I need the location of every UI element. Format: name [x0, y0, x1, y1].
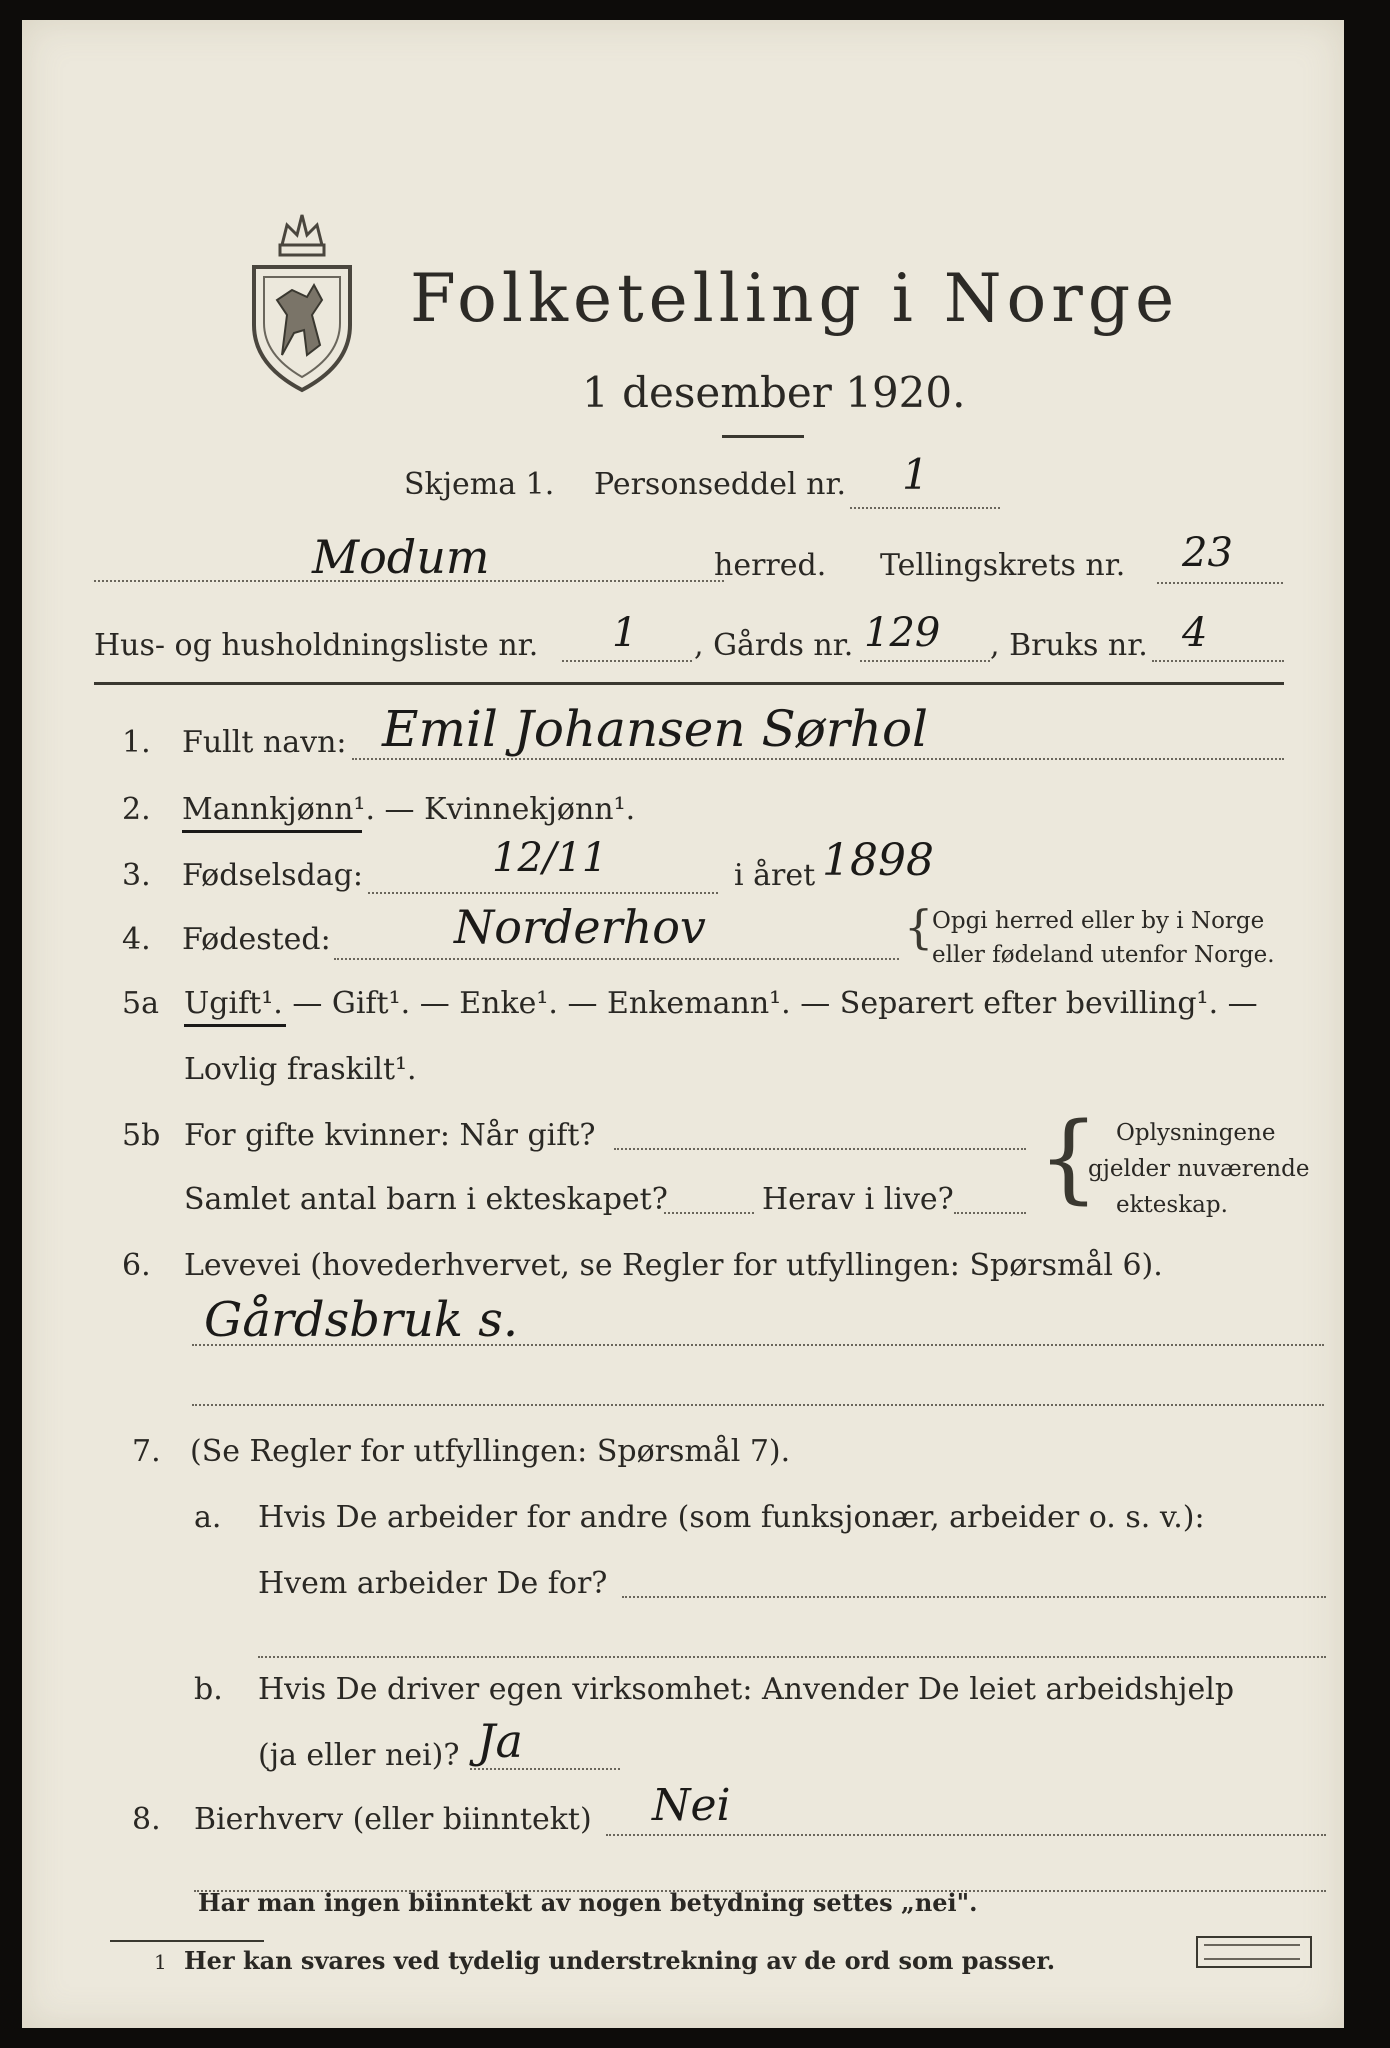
hired-help-value: Ja: [477, 1714, 523, 1768]
gards-label: , Gårds nr.: [694, 628, 854, 663]
tellingskrets-value: 23: [1182, 530, 1233, 576]
q5b-alive-line: [954, 1212, 1026, 1214]
bruks-value: 4: [1182, 610, 1208, 656]
personseddel-label: Personseddel nr.: [594, 467, 847, 502]
q8-line: [606, 1834, 1326, 1836]
personseddel-value: 1: [902, 450, 929, 499]
hus-label: Hus- og husholdningsliste nr.: [94, 628, 539, 663]
q7a-employer-line2: [258, 1656, 1326, 1658]
coat-of-arms-icon: [242, 205, 362, 395]
q5b-brace: {: [1038, 1102, 1100, 1214]
q6-line2: [192, 1404, 1324, 1406]
q7b-line1: Hvis De driver egen virksomhet: Anvender De leiet arbeidshjelp: [258, 1672, 1235, 1707]
q5a-number: 5a: [122, 986, 159, 1021]
footnote-mark: 1: [154, 1950, 167, 1974]
tellingskrets-line: [1157, 582, 1283, 584]
form-title: Folketelling i Norge: [410, 260, 1180, 337]
q8-number: 8.: [132, 1802, 161, 1837]
q3-date-line: [368, 892, 718, 894]
tellingskrets-label: Tellingskrets nr.: [880, 548, 1126, 583]
gards-line: [860, 660, 990, 662]
birthplace-value: Norderhov: [454, 900, 706, 954]
q3-label: Fødselsdag:: [182, 858, 363, 893]
full-name-value: Emil Johansen Sørhol: [382, 700, 929, 758]
side-income-value: Nei: [652, 1780, 731, 1831]
q7-label: (Se Regler for utfyllingen: Spørsmål 7).: [190, 1434, 791, 1469]
q7-number: 7.: [132, 1434, 161, 1469]
mannkjonn-underline: [182, 830, 362, 833]
q2-number: 2.: [122, 792, 151, 827]
q7b-answer-line: [470, 1768, 620, 1770]
q7a-line2: Hvem arbeider De for?: [258, 1566, 608, 1601]
q5a-line1: Ugift¹. — Gift¹. — Enke¹. — Enkemann¹. — Separert efter bevilling¹. —: [184, 986, 1258, 1021]
q5b-line2b: Herav i live?: [762, 1182, 954, 1217]
q3-year-label: i året: [734, 858, 816, 893]
q5b-note-line1: Oplysningene: [1116, 1120, 1276, 1146]
bruks-line: [1152, 660, 1284, 662]
q7b-line2: (ja eller nei)?: [258, 1738, 460, 1773]
q7a-letter: a.: [194, 1500, 222, 1535]
footnote-rule: [110, 1940, 264, 1942]
personseddel-line: [850, 507, 1000, 509]
q5b-note-line2: gjelder nuværende: [1088, 1156, 1310, 1182]
hus-line: [562, 660, 692, 662]
biinntekt-note: Har man ingen biinntekt av nogen betydning settes „nei".: [198, 1888, 978, 1917]
q5b-married-line: [614, 1148, 1026, 1150]
bruks-label: , Bruks nr.: [990, 628, 1148, 663]
title-divider: [722, 435, 804, 438]
q1-line: [352, 758, 1284, 760]
q6-label: Levevei (hovederhvervet, se Regler for utfyllingen: Spørsmål 6).: [184, 1248, 1163, 1283]
q7b-letter: b.: [194, 1672, 223, 1707]
q3-number: 3.: [122, 858, 151, 893]
herred-value: Modum: [312, 530, 490, 584]
q4-number: 4.: [122, 922, 151, 957]
skjema-label: Skjema 1.: [404, 467, 555, 502]
birthyear-value: 1898: [822, 835, 934, 886]
q5b-children-line: [664, 1212, 754, 1214]
herred-label: herred.: [714, 548, 827, 583]
hus-value: 1: [612, 610, 638, 656]
q5b-line2a: Samlet antal barn i ekteskapet?: [184, 1182, 668, 1217]
q5b-number: 5b: [122, 1118, 161, 1153]
q5b-note-line3: ekteskap.: [1116, 1192, 1228, 1218]
printer-stamp: [1196, 1936, 1312, 1968]
census-form-page: [22, 20, 1344, 2028]
q1-number: 1.: [122, 725, 151, 760]
occupation-value: Gårdsbruk s.: [204, 1292, 519, 1348]
census-date: 1 desember 1920.: [582, 368, 966, 417]
ugift-underline: [184, 1024, 286, 1027]
q4-note-line1: Opgi herred eller by i Norge: [932, 908, 1265, 934]
footnote-text: Her kan svares ved tydelig understrekning av de ord som passer.: [184, 1946, 1056, 1975]
q7a-line1: Hvis De arbeider for andre (som funksjonær, arbeider o. s. v.):: [258, 1500, 1205, 1535]
q7a-employer-line: [622, 1596, 1326, 1598]
q2-label: Mannkjønn¹. — Kvinnekjønn¹.: [182, 792, 636, 827]
q1-label: Fullt navn:: [182, 725, 347, 760]
q4-brace: {: [904, 900, 934, 954]
q5b-line1: For gifte kvinner: Når gift?: [184, 1118, 596, 1153]
gards-value: 129: [864, 610, 941, 656]
q4-line: [334, 958, 899, 960]
q8-label: Bierhverv (eller biinntekt): [194, 1802, 592, 1837]
q6-line1: [192, 1344, 1324, 1346]
q4-note-line2: eller fødeland utenfor Norge.: [932, 942, 1275, 968]
q4-label: Fødested:: [182, 922, 331, 957]
birthdate-value: 12/11: [492, 835, 608, 881]
q5a-line2: Lovlig fraskilt¹.: [184, 1052, 417, 1087]
q6-number: 6.: [122, 1248, 151, 1283]
header-divider: [94, 682, 1284, 685]
